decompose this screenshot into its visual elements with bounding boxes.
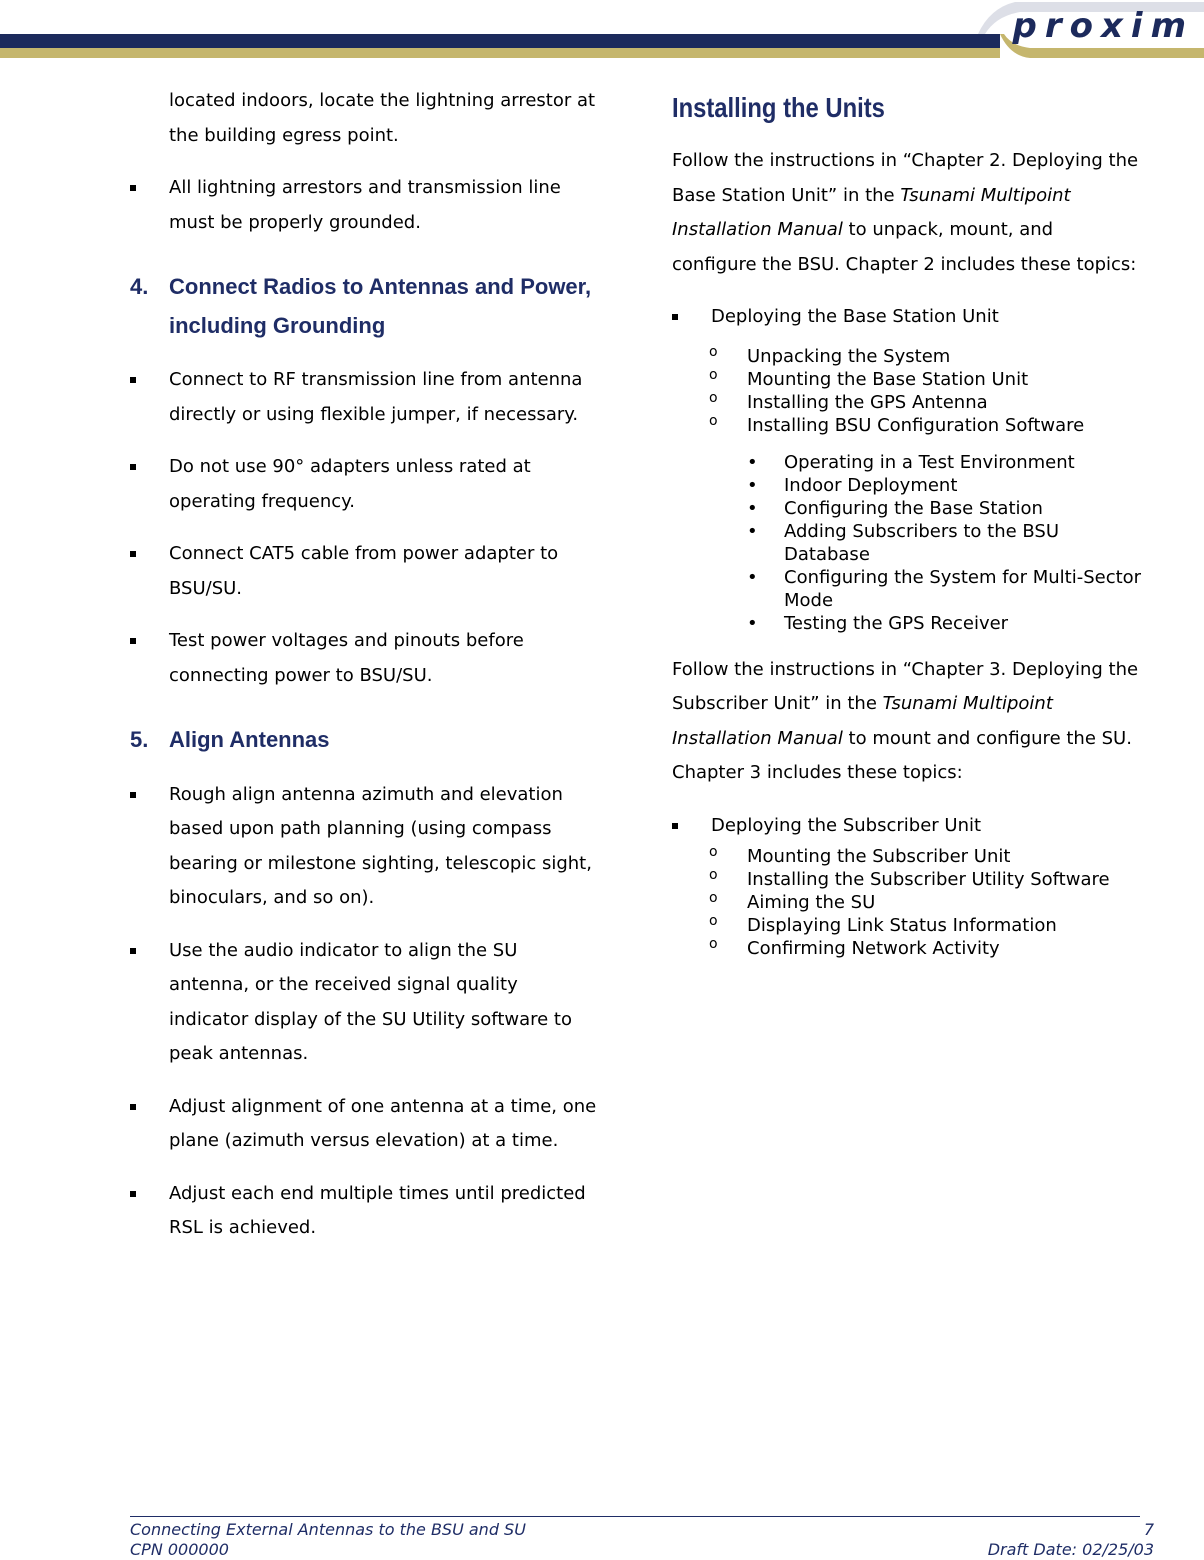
list-item: Adjust each end multiple times until predicted RSL is achieved. bbox=[130, 1177, 600, 1246]
list-item: Use the audio indicator to align the SU antenna, or the received signal quality indicator display of the SU Utility software to peak antennas. bbox=[130, 934, 600, 1072]
bsu-software-list bbox=[747, 451, 1142, 635]
list-item: o Unpacking the System bbox=[709, 345, 1142, 368]
list-item: o Installing the Subscriber Utility Software bbox=[709, 868, 1142, 891]
dot-bullet-icon: • bbox=[747, 497, 758, 519]
list-item: o Aiming the SU bbox=[709, 891, 1142, 914]
list-item: • Adding Subscribers to the BSU Database bbox=[747, 520, 1060, 565]
square-bullet-icon bbox=[130, 948, 136, 954]
degree-bullet-icon: o bbox=[709, 867, 718, 883]
footer-divider bbox=[130, 1516, 1140, 1517]
square-bullet-icon bbox=[130, 1191, 136, 1197]
paragraph-chapter-2: Follow the instructions in “Chapter 2. Deploying the Base Station Unit” in the Tsunami Multipoint Installation Manual to unpack, mount, and configure the BSU. Chapter 2 includes these topics: bbox=[672, 150, 1139, 275]
square-bullet-icon bbox=[130, 464, 136, 470]
dot-bullet-icon: • bbox=[747, 451, 758, 473]
list-item: Do not use 90° adapters unless rated at operating frequency. bbox=[130, 450, 600, 519]
degree-bullet-icon: o bbox=[709, 844, 718, 860]
list-item: Deploying the Subscriber Unit bbox=[672, 809, 1142, 844]
degree-bullet-icon: o bbox=[709, 366, 718, 383]
paragraph-chapter-3: Follow the instructions in “Chapter 3. Deploying the Subscriber Unit” in the Tsunami Multipoint Installation Manual to mount and configure the SU. Chapter 3 includes these topics: bbox=[672, 658, 1139, 783]
list-item: Test power voltages and pinouts before connecting power to BSU/SU. bbox=[130, 624, 600, 693]
section-4-heading: 4. Connect Radios to Antennas and Power, including Grounding bbox=[130, 274, 592, 338]
list-item: Deploying the Base Station Unit bbox=[672, 300, 1142, 335]
list-item: o Installing BSU Configuration Software bbox=[709, 414, 1142, 437]
proxim-logo: proxim bbox=[1012, 6, 1194, 46]
footer-draft-date: Draft Date: 02/25/03 bbox=[987, 1540, 1154, 1559]
page-number: 7 bbox=[1143, 1520, 1154, 1539]
bsu-subtopic-list bbox=[709, 345, 1142, 437]
list-item: Adjust alignment of one antenna at a time, one plane (azimuth versus elevation) at a time. bbox=[130, 1090, 600, 1159]
list-item: • Testing the GPS Receiver bbox=[747, 612, 1009, 634]
section-5-heading: 5. Align Antennas bbox=[130, 727, 330, 752]
square-bullet-icon bbox=[130, 792, 136, 798]
dot-bullet-icon: • bbox=[747, 612, 758, 634]
square-bullet-icon bbox=[130, 1104, 136, 1110]
page-footer bbox=[130, 1520, 1154, 1560]
degree-bullet-icon: o bbox=[709, 913, 718, 929]
degree-bullet-icon: o bbox=[709, 890, 718, 906]
page-header bbox=[0, 0, 1204, 70]
square-bullet-icon bbox=[130, 551, 136, 557]
list-item: • Indoor Deployment bbox=[747, 474, 958, 496]
dot-bullet-icon: • bbox=[747, 566, 758, 588]
list-item: Rough align antenna azimuth and elevation based upon path planning (using compass bearing or milestone sighting, telescopic sight, binoculars, and so on). bbox=[130, 778, 600, 916]
list-item: All lightning arrestors and transmission line must be properly grounded. bbox=[130, 171, 600, 240]
list-item: • Operating in a Test Environment bbox=[747, 451, 1075, 473]
degree-bullet-icon: o bbox=[709, 343, 718, 360]
section-heading-installing-units: Installing the Units bbox=[672, 92, 885, 123]
footer-cpn: CPN 000000 bbox=[130, 1540, 229, 1559]
list-item: • Configuring the Base Station bbox=[747, 497, 1043, 519]
dot-bullet-icon: • bbox=[747, 520, 758, 542]
list-item: o Displaying Link Status Information bbox=[709, 914, 1142, 937]
list-item: Connect to RF transmission line from antenna directly or using flexible jumper, if necessary. bbox=[130, 363, 600, 432]
footer-title: Connecting External Antennas to the BSU and SU bbox=[130, 1520, 526, 1539]
square-bullet-icon bbox=[130, 638, 136, 644]
dot-bullet-icon: • bbox=[747, 474, 758, 496]
square-bullet-icon bbox=[672, 314, 678, 320]
degree-bullet-icon: o bbox=[709, 412, 718, 429]
list-item: o Mounting the Subscriber Unit bbox=[709, 845, 1142, 868]
degree-bullet-icon: o bbox=[709, 389, 718, 406]
list-item: o Mounting the Base Station Unit bbox=[709, 368, 1142, 391]
square-bullet-icon bbox=[130, 185, 136, 191]
su-subtopic-list bbox=[709, 845, 1142, 960]
list-item: Connect CAT5 cable from power adapter to BSU/SU. bbox=[130, 537, 600, 606]
square-bullet-icon bbox=[130, 377, 136, 383]
left-column bbox=[130, 84, 600, 1264]
list-item: o Installing the GPS Antenna bbox=[709, 391, 1142, 414]
list-item: • Configuring the System for Multi-Sector Mode bbox=[747, 566, 1142, 611]
degree-bullet-icon: o bbox=[709, 936, 718, 952]
right-column bbox=[672, 84, 1142, 974]
square-bullet-icon bbox=[672, 823, 678, 829]
intro-continuation: located indoors, locate the lightning arrestor at the building egress point. bbox=[169, 90, 596, 146]
list-item: o Confirming Network Activity bbox=[709, 937, 1142, 960]
